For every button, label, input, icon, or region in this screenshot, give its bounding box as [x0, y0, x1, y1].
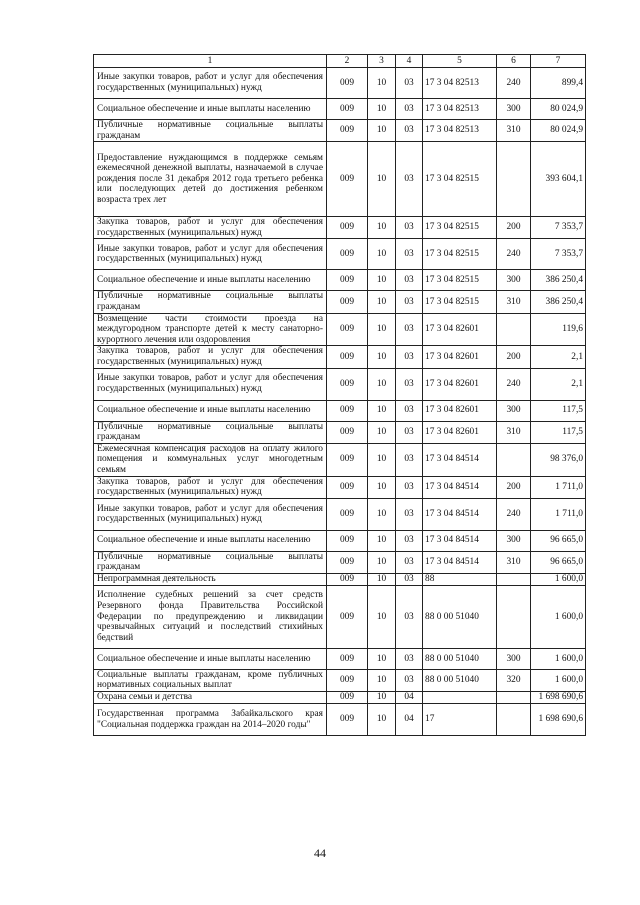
- table-row: [94, 368, 586, 400]
- cell-name: Ежемесячная компенсация расходов на оплату жилого помещения и коммунальных услуг многодетным семьям: [94, 443, 327, 476]
- cell-subsection: 03: [396, 313, 423, 346]
- table-row: [94, 217, 586, 239]
- cell-admin-code: 009: [327, 648, 368, 669]
- table-row: [94, 421, 586, 443]
- cell-target-article: 17 3 04 82601: [423, 368, 497, 400]
- cell-amount: 96 665,0: [531, 530, 586, 551]
- cell-expense-type: [497, 443, 531, 476]
- cell-admin-code: 009: [327, 368, 368, 400]
- cell-admin-code: 009: [327, 585, 368, 648]
- cell-expense-type: [497, 313, 531, 346]
- cell-amount: 2,1: [531, 346, 586, 368]
- table-row: [94, 313, 586, 346]
- table-row: [94, 585, 586, 648]
- cell-subsection: 04: [396, 704, 423, 736]
- cell-expense-type: 310: [497, 291, 531, 313]
- cell-expense-type: 200: [497, 476, 531, 498]
- cell-admin-code: 009: [327, 704, 368, 736]
- header-cell-3: 3: [368, 55, 396, 68]
- cell-expense-type: 300: [497, 99, 531, 120]
- cell-amount: 899,4: [531, 68, 586, 99]
- cell-target-article: 17 3 04 84514: [423, 476, 497, 498]
- cell-name: Социальное обеспечение и иные выплаты населению: [94, 648, 327, 669]
- cell-target-article: 17 3 04 84514: [423, 530, 497, 551]
- cell-section: 10: [368, 443, 396, 476]
- cell-expense-type: 200: [497, 217, 531, 239]
- cell-section: 10: [368, 291, 396, 313]
- cell-target-article: 17 3 04 82513: [423, 99, 497, 120]
- cell-amount: 1 600,0: [531, 573, 586, 585]
- table-body: [94, 55, 586, 736]
- table-row: [94, 648, 586, 669]
- cell-subsection: 03: [396, 368, 423, 400]
- cell-section: 10: [368, 476, 396, 498]
- table-row: [94, 346, 586, 368]
- cell-name: Возмещение части стоимости проезда на междугородном транспорте детей к месту санаторно-курортного лечения или оздоровления: [94, 313, 327, 346]
- cell-name: Социальное обеспечение и иные выплаты населению: [94, 530, 327, 551]
- cell-admin-code: 009: [327, 217, 368, 239]
- table-row: [94, 530, 586, 551]
- cell-amount: 1 698 690,6: [531, 704, 586, 736]
- cell-target-article: 17 3 04 82515: [423, 291, 497, 313]
- cell-admin-code: 009: [327, 120, 368, 142]
- table-row: [94, 551, 586, 573]
- cell-amount: 80 024,9: [531, 99, 586, 120]
- cell-admin-code: 009: [327, 498, 368, 530]
- cell-target-article: 17 3 04 82601: [423, 346, 497, 368]
- cell-name: Иные закупки товаров, работ и услуг для обеспечения государственных (муниципальных) нужд: [94, 68, 327, 99]
- cell-expense-type: [497, 573, 531, 585]
- cell-target-article: 17 3 04 82601: [423, 400, 497, 421]
- cell-admin-code: 009: [327, 530, 368, 551]
- cell-target-article: 88 0 00 51040: [423, 585, 497, 648]
- cell-expense-type: [497, 692, 531, 704]
- cell-admin-code: 009: [327, 313, 368, 346]
- cell-section: 10: [368, 498, 396, 530]
- cell-name: Закупка товаров, работ и услуг для обеспечения государственных (муниципальных) нужд: [94, 217, 327, 239]
- cell-amount: 386 250,4: [531, 291, 586, 313]
- cell-amount: 96 665,0: [531, 551, 586, 573]
- table-row: [94, 239, 586, 270]
- cell-subsection: 03: [396, 573, 423, 585]
- cell-section: 10: [368, 120, 396, 142]
- cell-subsection: 03: [396, 217, 423, 239]
- cell-subsection: 03: [396, 239, 423, 270]
- cell-expense-type: 300: [497, 530, 531, 551]
- cell-section: 10: [368, 313, 396, 346]
- header-cell-4: 4: [396, 55, 423, 68]
- table-row: [94, 476, 586, 498]
- cell-name: Социальные выплаты гражданам, кроме публичных нормативных социальных выплат: [94, 669, 327, 691]
- table-row: [94, 68, 586, 99]
- cell-section: 10: [368, 648, 396, 669]
- cell-name: Закупка товаров, работ и услуг для обеспечения государственных (муниципальных) нужд: [94, 476, 327, 498]
- cell-expense-type: 200: [497, 346, 531, 368]
- cell-expense-type: 310: [497, 551, 531, 573]
- cell-expense-type: 240: [497, 498, 531, 530]
- cell-subsection: 03: [396, 476, 423, 498]
- cell-amount: 80 024,9: [531, 120, 586, 142]
- cell-name: Исполнение судебных решений за счет средств Резервного фонда Правительства Российской Федерации по предупреждению и ликвидации чрезвычайных ситуаций и последствий стихийных бедствий: [94, 585, 327, 648]
- cell-amount: 1 600,0: [531, 648, 586, 669]
- cell-amount: 98 376,0: [531, 443, 586, 476]
- cell-admin-code: 009: [327, 551, 368, 573]
- cell-subsection: 03: [396, 120, 423, 142]
- header-cell-6: 6: [497, 55, 531, 68]
- cell-subsection: 03: [396, 530, 423, 551]
- cell-subsection: 03: [396, 551, 423, 573]
- cell-amount: 1 711,0: [531, 476, 586, 498]
- cell-section: 10: [368, 530, 396, 551]
- cell-subsection: 03: [396, 291, 423, 313]
- cell-admin-code: 009: [327, 142, 368, 217]
- cell-amount: 393 604,1: [531, 142, 586, 217]
- cell-section: 10: [368, 421, 396, 443]
- cell-name: Публичные нормативные социальные выплаты гражданам: [94, 421, 327, 443]
- table-row: [94, 142, 586, 217]
- cell-target-article: 17 3 04 84514: [423, 551, 497, 573]
- cell-admin-code: 009: [327, 270, 368, 291]
- cell-admin-code: 009: [327, 99, 368, 120]
- cell-expense-type: [497, 585, 531, 648]
- cell-admin-code: 009: [327, 669, 368, 691]
- table-row: [94, 99, 586, 120]
- cell-target-article: [423, 692, 497, 704]
- cell-name: Иные закупки товаров, работ и услуг для обеспечения государственных (муниципальных) нужд: [94, 239, 327, 270]
- cell-section: 10: [368, 99, 396, 120]
- cell-subsection: 03: [396, 142, 423, 217]
- cell-expense-type: 300: [497, 400, 531, 421]
- cell-admin-code: 009: [327, 68, 368, 99]
- cell-amount: 2,1: [531, 368, 586, 400]
- cell-admin-code: 009: [327, 692, 368, 704]
- cell-expense-type: 240: [497, 368, 531, 400]
- cell-name: Государственная программа Забайкальского края "Социальная поддержка граждан на 2014–2020 годы": [94, 704, 327, 736]
- cell-subsection: 03: [396, 99, 423, 120]
- table-row: [94, 704, 586, 736]
- cell-admin-code: 009: [327, 443, 368, 476]
- cell-admin-code: 009: [327, 400, 368, 421]
- table-header-row: [94, 55, 586, 68]
- cell-amount: 1 711,0: [531, 498, 586, 530]
- cell-target-article: 17: [423, 704, 497, 736]
- table-row: [94, 120, 586, 142]
- cell-expense-type: 310: [497, 120, 531, 142]
- cell-admin-code: 009: [327, 239, 368, 270]
- cell-target-article: 17 3 04 84514: [423, 498, 497, 530]
- cell-name: Публичные нормативные социальные выплаты гражданам: [94, 291, 327, 313]
- header-cell-5: 5: [423, 55, 497, 68]
- cell-section: 10: [368, 239, 396, 270]
- cell-amount: 7 353,7: [531, 217, 586, 239]
- cell-target-article: 88 0 00 51040: [423, 648, 497, 669]
- cell-subsection: 04: [396, 692, 423, 704]
- budget-table: [93, 54, 586, 736]
- table-row: [94, 270, 586, 291]
- cell-amount: 1 600,0: [531, 669, 586, 691]
- cell-amount: 386 250,4: [531, 270, 586, 291]
- cell-subsection: 03: [396, 443, 423, 476]
- cell-target-article: 17 3 04 82515: [423, 217, 497, 239]
- cell-target-article: 88: [423, 573, 497, 585]
- cell-subsection: 03: [396, 669, 423, 691]
- cell-target-article: 88 0 00 51040: [423, 669, 497, 691]
- table-row: [94, 498, 586, 530]
- cell-section: 10: [368, 704, 396, 736]
- cell-subsection: 03: [396, 648, 423, 669]
- cell-section: 10: [368, 400, 396, 421]
- cell-subsection: 03: [396, 400, 423, 421]
- cell-target-article: 17 3 04 82515: [423, 142, 497, 217]
- cell-subsection: 03: [396, 68, 423, 99]
- cell-name: Публичные нормативные социальные выплаты гражданам: [94, 551, 327, 573]
- header-cell-1: 1: [94, 55, 327, 68]
- cell-section: 10: [368, 217, 396, 239]
- page-number: 44: [314, 846, 326, 860]
- cell-section: 10: [368, 551, 396, 573]
- cell-target-article: 17 3 04 82515: [423, 239, 497, 270]
- cell-section: 10: [368, 669, 396, 691]
- cell-name: Предоставление нуждающимся в поддержке семьям ежемесячной денежной выплаты, назначаемой в случае рождения после 31 декабря 2012 года третьего ребенка или последующих детей до достижения ребенком возраста трех лет: [94, 142, 327, 217]
- cell-name: Иные закупки товаров, работ и услуг для обеспечения государственных (муниципальных) нужд: [94, 368, 327, 400]
- table-row: [94, 291, 586, 313]
- cell-name: Социальное обеспечение и иные выплаты населению: [94, 99, 327, 120]
- cell-admin-code: 009: [327, 421, 368, 443]
- cell-admin-code: 009: [327, 291, 368, 313]
- cell-expense-type: 240: [497, 68, 531, 99]
- cell-name: Непрограммная деятельность: [94, 573, 327, 585]
- cell-section: 10: [368, 270, 396, 291]
- cell-section: 10: [368, 585, 396, 648]
- cell-subsection: 03: [396, 270, 423, 291]
- table-row: [94, 573, 586, 585]
- cell-section: 10: [368, 68, 396, 99]
- cell-amount: 117,5: [531, 421, 586, 443]
- cell-target-article: 17 3 04 82515: [423, 270, 497, 291]
- table-row: [94, 692, 586, 704]
- cell-name: Охрана семьи и детства: [94, 692, 327, 704]
- cell-subsection: 03: [396, 346, 423, 368]
- cell-section: 10: [368, 142, 396, 217]
- cell-section: 10: [368, 368, 396, 400]
- cell-expense-type: 320: [497, 669, 531, 691]
- cell-section: 10: [368, 346, 396, 368]
- cell-target-article: 17 3 04 82513: [423, 68, 497, 99]
- table-row: [94, 443, 586, 476]
- cell-expense-type: [497, 704, 531, 736]
- cell-expense-type: 300: [497, 270, 531, 291]
- header-cell-7: 7: [531, 55, 586, 68]
- cell-name: Социальное обеспечение и иные выплаты населению: [94, 270, 327, 291]
- cell-target-article: 17 3 04 84514: [423, 443, 497, 476]
- cell-name: Иные закупки товаров, работ и услуг для обеспечения государственных (муниципальных) нужд: [94, 498, 327, 530]
- cell-expense-type: 310: [497, 421, 531, 443]
- cell-name: Закупка товаров, работ и услуг для обеспечения государственных (муниципальных) нужд: [94, 346, 327, 368]
- table-row: [94, 669, 586, 691]
- cell-amount: 117,5: [531, 400, 586, 421]
- cell-amount: 1 698 690,6: [531, 692, 586, 704]
- cell-target-article: 17 3 04 82601: [423, 313, 497, 346]
- cell-name: Социальное обеспечение и иные выплаты населению: [94, 400, 327, 421]
- cell-target-article: 17 3 04 82513: [423, 120, 497, 142]
- cell-name: Публичные нормативные социальные выплаты гражданам: [94, 120, 327, 142]
- cell-target-article: 17 3 04 82601: [423, 421, 497, 443]
- cell-expense-type: [497, 142, 531, 217]
- cell-section: 10: [368, 573, 396, 585]
- cell-admin-code: 009: [327, 573, 368, 585]
- cell-expense-type: 300: [497, 648, 531, 669]
- cell-subsection: 03: [396, 421, 423, 443]
- header-cell-2: 2: [327, 55, 368, 68]
- cell-expense-type: 240: [497, 239, 531, 270]
- cell-admin-code: 009: [327, 476, 368, 498]
- table-row: [94, 400, 586, 421]
- cell-amount: 7 353,7: [531, 239, 586, 270]
- cell-amount: 1 600,0: [531, 585, 586, 648]
- cell-amount: 119,6: [531, 313, 586, 346]
- cell-subsection: 03: [396, 498, 423, 530]
- cell-admin-code: 009: [327, 346, 368, 368]
- cell-subsection: 03: [396, 585, 423, 648]
- cell-section: 10: [368, 692, 396, 704]
